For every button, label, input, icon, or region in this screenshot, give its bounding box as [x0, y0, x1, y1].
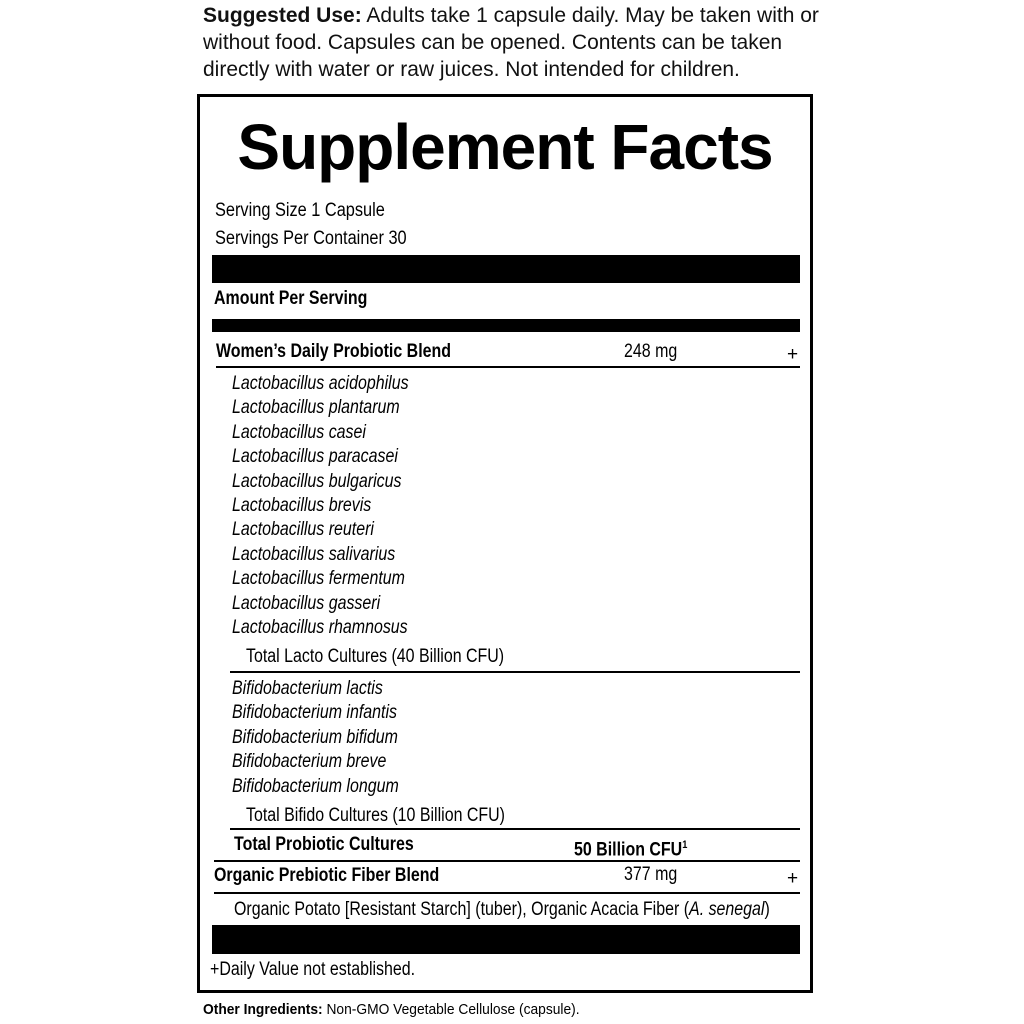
strain-name: Lactobacillus brevis	[232, 495, 372, 516]
strain-name: Lactobacillus casei	[232, 421, 366, 443]
footnote-marker: 1	[682, 839, 688, 851]
dv-footnote: +Daily Value not established.	[210, 959, 416, 980]
strain-name: Lactobacillus reuteri	[232, 519, 374, 541]
total-lacto: Total Lacto Cultures (40 Billion CFU)	[246, 646, 505, 667]
strain-name: Bifidobacterium breve	[232, 751, 387, 773]
suggested-use-text: Adults take 1 capsule daily. May be taken with or without food. Capsules can be opened. Contents can be taken directly with water or raw juices. Not intended for children.	[203, 4, 819, 81]
strain-name: Lactobacillus rhamnosus	[232, 617, 408, 638]
blend2-ingredients	[234, 898, 770, 922]
acacia-species: A. senegal	[689, 899, 765, 920]
other-ingredients-text: Non-GMO Vegetable Cellulose (capsule).	[322, 1001, 580, 1018]
serving-size: Serving Size 1 Capsule	[215, 200, 385, 221]
strain-name: Bifidobacterium lactis	[232, 678, 383, 699]
other-ingredients	[203, 1000, 580, 1020]
blend1-dv: +	[787, 344, 799, 365]
strain-name: Lactobacillus plantarum	[232, 397, 400, 419]
strain-name: Lactobacillus acidophilus	[232, 373, 409, 394]
supplement-facts-panel	[197, 94, 813, 993]
total-probiotic-value-text: 50 Billion CFU	[574, 839, 683, 861]
suggested-use-label: Suggested Use:	[203, 4, 362, 27]
divider	[230, 671, 800, 673]
thick-divider-bottom	[212, 925, 800, 954]
blend2-amount: 377 mg	[624, 864, 678, 885]
panel-title: Supplement Facts	[237, 111, 773, 183]
thick-divider-top	[212, 255, 800, 283]
closing-paren: )	[764, 899, 770, 920]
divider	[214, 860, 800, 862]
divider	[230, 828, 800, 830]
strain-name: Bifidobacterium infantis	[232, 702, 398, 724]
total-bifido: Total Bifido Cultures (10 Billion CFU)	[246, 805, 506, 826]
blend2-ingredients-text: Organic Potato [Resistant Starch] (tuber), Organic Acacia Fiber (	[234, 899, 690, 920]
strain-name: Lactobacillus fermentum	[232, 568, 405, 590]
total-probiotic-value	[574, 833, 687, 862]
other-ingredients-label: Other Ingredients:	[203, 1001, 323, 1018]
strain-name: Lactobacillus gasseri	[232, 592, 381, 614]
servings-per-container: Servings Per Container 30	[215, 228, 407, 249]
suggested-use	[203, 2, 843, 83]
strain-name: Bifidobacterium bifidum	[232, 726, 398, 748]
divider	[214, 892, 800, 894]
thick-divider-mid	[212, 319, 800, 332]
blend2-dv: +	[787, 868, 799, 889]
total-probiotic-label: Total Probiotic Cultures	[234, 834, 414, 855]
blend1-amount: 248 mg	[624, 341, 678, 362]
blend2-name: Organic Prebiotic Fiber Blend	[214, 865, 440, 886]
strain-name: Bifidobacterium longum	[232, 775, 399, 797]
strain-name: Lactobacillus paracasei	[232, 446, 398, 468]
blend1-name: Women’s Daily Probiotic Blend	[216, 341, 452, 362]
divider	[216, 366, 800, 368]
strain-name: Lactobacillus bulgaricus	[232, 470, 402, 492]
amount-per-serving: Amount Per Serving	[214, 288, 368, 309]
strain-name: Lactobacillus salivarius	[232, 543, 396, 565]
